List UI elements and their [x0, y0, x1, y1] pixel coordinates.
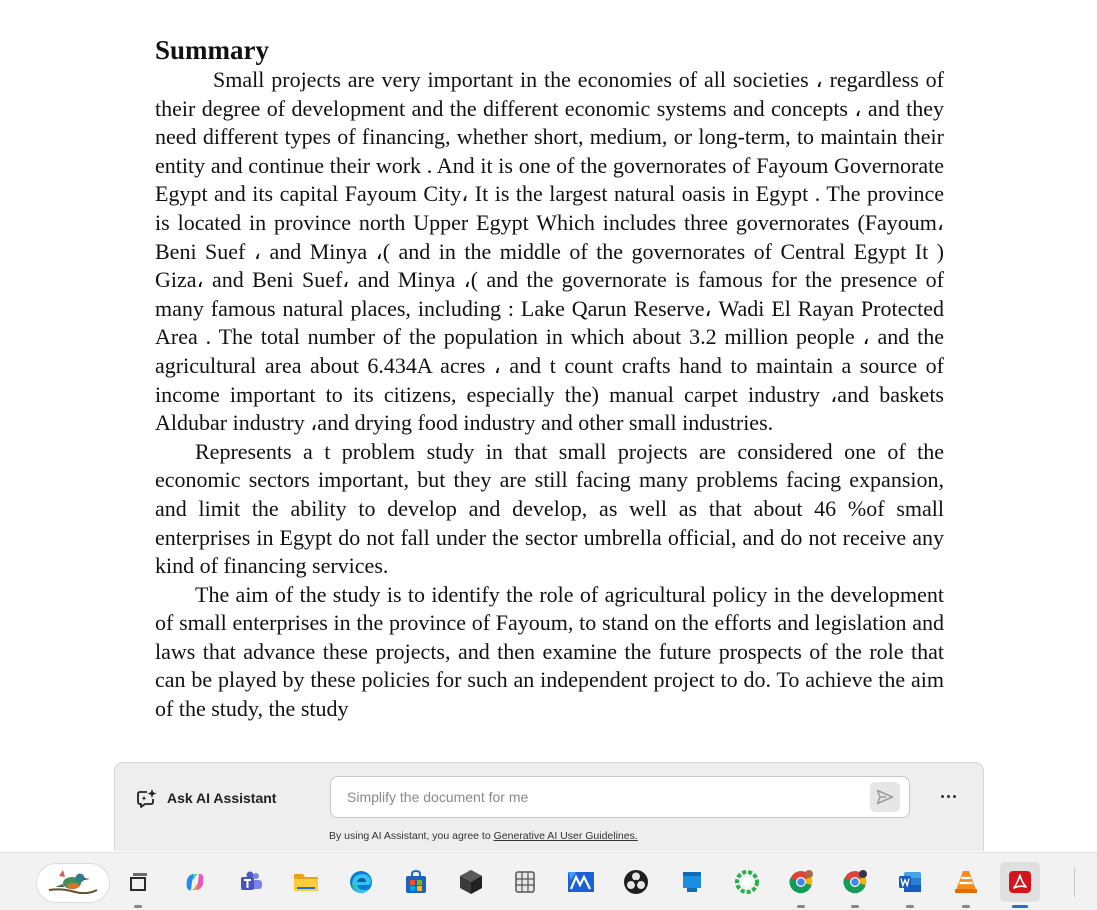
taskbar-item-microsoft-store[interactable] [396, 862, 436, 902]
bird-icon [45, 868, 101, 898]
ai-prompt-box [330, 776, 910, 818]
blue-box-icon [678, 868, 706, 896]
folder-icon [291, 868, 321, 896]
taskbar-item-widgets-bird[interactable] [36, 863, 110, 903]
word-icon [896, 868, 924, 896]
paragraph-2: Represents a t problem study in that small projects are considered one of the economic sectors important, but they are still facing many problems facing expansion, and limit the ability to develop and develop, as well as that about 46 %of small enterprises in Egypt do not fall under the sector umbrella official, and do not receive any kind of financing services. [155, 438, 944, 579]
document-text [155, 34, 944, 724]
document-heading: Summary [155, 35, 269, 65]
taskbar-item-task-view[interactable] [118, 862, 158, 902]
ai-assistant-button[interactable] [135, 787, 276, 809]
taskbar-item-obs[interactable] [616, 862, 656, 902]
ai-disclaimer [329, 830, 638, 842]
taskbar [0, 852, 1097, 910]
taskbar-item-app-green-ring[interactable] [727, 862, 767, 902]
vlc-icon [952, 868, 980, 896]
more-options-icon [947, 795, 950, 798]
running-indicator [797, 905, 805, 908]
taskbar-item-copilot[interactable] [175, 862, 215, 902]
edge-icon [347, 868, 375, 896]
chrome-icon [787, 868, 815, 896]
teams-icon [237, 868, 265, 896]
acrobat-icon [1006, 868, 1034, 896]
guidelines-link[interactable]: Generative AI User Guidelines. [493, 830, 638, 842]
paragraph-1: Small projects are very important in the economies of all societies ، regardless of their degree of development and the different economic systems and concepts ، and they need different types of financing, whether short, medium, or long-term, to maintain their entity and continue their work . And it is one of the governorates of Fayoum Governorate Egypt and its capital Fayoum City، It is the largest natural oasis in Egypt . The province is located in province north Upper Egypt Which includes three governorates (Fayoum، Beni Suef ، and Minya ،( and in the middle of the governorates of Central Egypt It ) Giza، and Beni Suef، and Minya ،( and the governorate is famous for the presence of many famous natural places, including : Lake Qarun Reserve، Wadi El Rayan Protected Area . The total number of the population in which about 3.2 million people ، and the agricultural area about 6.434A acres ، and t count crafts hand to maintain a source of income important to its citizens, especially the) manual carpet industry ،and baskets Aldubar industry ،and drying food industry and other small industries. [155, 67, 944, 436]
send-button[interactable] [870, 782, 900, 812]
copilot-icon [181, 868, 209, 896]
chrome-icon [841, 868, 869, 896]
show-desktop-divider[interactable] [1074, 867, 1075, 897]
grid-icon [511, 868, 539, 896]
ai-assistant-label: Ask AI Assistant [167, 790, 277, 806]
more-options-icon [941, 795, 944, 798]
taskbar-item-chrome-profile-1[interactable] [781, 862, 821, 902]
running-indicator [134, 905, 142, 908]
disclaimer-text: By using AI Assistant, you agree to [329, 830, 494, 842]
taskbar-item-app-blue-box[interactable] [672, 862, 712, 902]
green-ring-icon [733, 868, 761, 896]
store-icon [402, 868, 430, 896]
more-options-button[interactable] [933, 783, 963, 809]
ai-assistant-panel [114, 762, 984, 851]
taskbar-item-app-grid[interactable] [505, 862, 545, 902]
taskbar-item-acrobat[interactable] [1000, 862, 1040, 902]
active-indicator [1012, 905, 1028, 908]
taskbar-item-edge[interactable] [341, 862, 381, 902]
obs-icon [622, 868, 650, 896]
running-indicator [851, 905, 859, 908]
taskbar-item-app-hexagon[interactable] [451, 862, 491, 902]
taskbar-item-word[interactable] [890, 862, 930, 902]
task-view-icon [124, 868, 152, 896]
ai-prompt-input[interactable] [331, 777, 867, 817]
ai-chat-sparkle-icon [135, 787, 159, 809]
send-icon [876, 789, 894, 805]
taskbar-item-app-blue-m[interactable] [561, 862, 601, 902]
running-indicator [962, 905, 970, 908]
running-indicator [906, 905, 914, 908]
taskbar-item-vlc[interactable] [946, 862, 986, 902]
taskbar-item-file-explorer[interactable] [286, 862, 326, 902]
paragraph-3: The aim of the study is to identify the role of agricultural policy in the development of small enterprises in the province of Fayoum, to stand on the efforts and legislation and laws that advance these projects, and then examine the future prospects of the role that can be played by these policies for such an independent project to do. To achieve the aim of the study, the study [155, 581, 944, 722]
taskbar-item-teams[interactable] [231, 862, 271, 902]
taskbar-item-chrome-profile-2[interactable] [835, 862, 875, 902]
more-options-icon [953, 795, 956, 798]
hexagon-icon [457, 868, 485, 896]
blue-m-icon [566, 868, 596, 896]
